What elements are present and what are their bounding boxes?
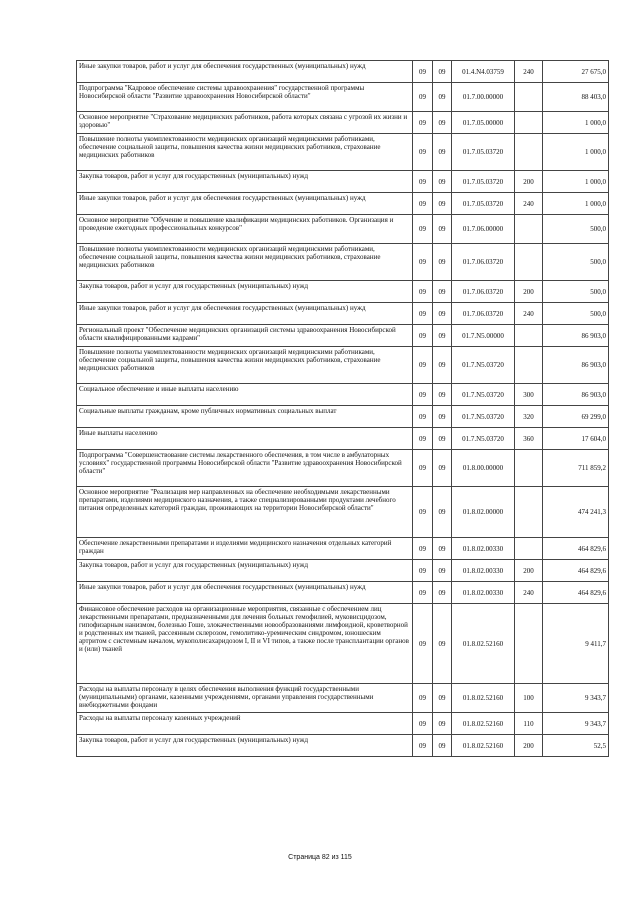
table-row <box>77 604 609 684</box>
row-name: Иные выплаты населению <box>77 428 413 450</box>
row-expense-type: 320 <box>515 406 543 428</box>
row-subsection: 09 <box>433 171 452 193</box>
table-row <box>77 112 609 134</box>
row-section: 09 <box>413 487 433 538</box>
row-subsection: 09 <box>433 560 452 582</box>
row-section: 09 <box>413 347 433 384</box>
row-name: Обеспечение лекарственными препаратами и изделиями медицинского назначения отдельных категорий граждан <box>77 538 413 560</box>
row-name: Региональный проект "Обеспечение медицинских организаций системы здравоохранения Новосибирской области квалифицированными кадрами" <box>77 325 413 347</box>
row-expense-type: 240 <box>515 61 543 83</box>
row-section: 09 <box>413 735 433 757</box>
row-amount: 500,0 <box>543 303 609 325</box>
row-amount: 9 343,7 <box>543 684 609 713</box>
row-section: 09 <box>413 193 433 215</box>
table-row <box>77 406 609 428</box>
row-amount: 27 675,0 <box>543 61 609 83</box>
row-section: 09 <box>413 112 433 134</box>
row-expense-type <box>515 450 543 487</box>
row-expense-type <box>515 112 543 134</box>
row-amount: 500,0 <box>543 215 609 244</box>
row-expense-type: 110 <box>515 713 543 735</box>
row-target-article: 01.8.02.00000 <box>452 487 515 538</box>
row-expense-type <box>515 604 543 684</box>
table-row <box>77 538 609 560</box>
row-subsection: 09 <box>433 303 452 325</box>
table-row <box>77 713 609 735</box>
row-name: Основное мероприятие "Обучение и повышение квалификации медицинских работников. Организация и проведение ежегодных профессиональных конкурсов" <box>77 215 413 244</box>
row-expense-type: 100 <box>515 684 543 713</box>
row-amount: 474 241,3 <box>543 487 609 538</box>
row-name: Расходы на выплаты персоналу в целях обеспечения выполнения функций государственными (муниципальными) органами, казенными учреждениями, органами управления государственными внебюджетными фондами <box>77 684 413 713</box>
row-subsection: 09 <box>433 215 452 244</box>
row-expense-type <box>515 487 543 538</box>
row-target-article: 01.7.05.03720 <box>452 171 515 193</box>
row-subsection: 09 <box>433 193 452 215</box>
row-expense-type: 200 <box>515 281 543 303</box>
row-name: Расходы на выплаты персоналу казенных учреждений <box>77 713 413 735</box>
row-section: 09 <box>413 560 433 582</box>
row-section: 09 <box>413 384 433 406</box>
row-section: 09 <box>413 244 433 281</box>
row-target-article: 01.7.N5.03720 <box>452 428 515 450</box>
row-name: Социальные выплаты гражданам, кроме публичных нормативных социальных выплат <box>77 406 413 428</box>
row-amount: 1 000,0 <box>543 193 609 215</box>
row-target-article: 01.8.02.00330 <box>452 538 515 560</box>
page-footer <box>0 854 640 861</box>
row-target-article: 01.7.N5.03720 <box>452 347 515 384</box>
row-amount: 52,5 <box>543 735 609 757</box>
row-target-article: 01.7.N5.03720 <box>452 406 515 428</box>
row-subsection: 09 <box>433 61 452 83</box>
row-subsection: 09 <box>433 604 452 684</box>
row-expense-type: 300 <box>515 384 543 406</box>
row-name: Закупка товаров, работ и услуг для государственных (муниципальных) нужд <box>77 735 413 757</box>
row-target-article: 01.8.02.00330 <box>452 582 515 604</box>
row-amount: 1 000,0 <box>543 112 609 134</box>
row-target-article: 01.8.02.52160 <box>452 684 515 713</box>
row-target-article: 01.7.05.03720 <box>452 193 515 215</box>
row-name: Подпрограмма "Кадровое обеспечение системы здравоохранения" государственной программы Новосибирской области "Развитие здравоохранения Новосибирской области" <box>77 83 413 112</box>
table-row <box>77 684 609 713</box>
row-section: 09 <box>413 406 433 428</box>
row-expense-type: 240 <box>515 303 543 325</box>
row-section: 09 <box>413 171 433 193</box>
row-amount: 69 299,0 <box>543 406 609 428</box>
row-amount: 500,0 <box>543 281 609 303</box>
row-target-article: 01.8.02.52160 <box>452 604 515 684</box>
row-target-article: 01.8.02.00330 <box>452 560 515 582</box>
row-section: 09 <box>413 281 433 303</box>
row-section: 09 <box>413 61 433 83</box>
row-subsection: 09 <box>433 347 452 384</box>
table-row <box>77 83 609 112</box>
row-name: Иные закупки товаров, работ и услуг для обеспечения государственных (муниципальных) нужд <box>77 582 413 604</box>
row-name: Подпрограмма "Совершенствование системы лекарственного обеспечения, в том числе в амбулаторных условиях" государственной программы Новосибирской области "Развитие здравоохранения Новосибирской области" <box>77 450 413 487</box>
row-section: 09 <box>413 83 433 112</box>
row-expense-type <box>515 325 543 347</box>
table-row <box>77 428 609 450</box>
row-section: 09 <box>413 303 433 325</box>
table-row <box>77 244 609 281</box>
row-name: Социальное обеспечение и иные выплаты населению <box>77 384 413 406</box>
table-row <box>77 347 609 384</box>
row-expense-type <box>515 538 543 560</box>
table-row <box>77 735 609 757</box>
row-target-article: 01.7.00.00000 <box>452 83 515 112</box>
row-target-article: 01.7.06.03720 <box>452 281 515 303</box>
row-expense-type <box>515 244 543 281</box>
table-row <box>77 171 609 193</box>
table-row <box>77 215 609 244</box>
row-expense-type <box>515 83 543 112</box>
row-section: 09 <box>413 604 433 684</box>
row-subsection: 09 <box>433 487 452 538</box>
row-subsection: 09 <box>433 384 452 406</box>
row-target-article: 01.7.06.03720 <box>452 303 515 325</box>
table-row <box>77 384 609 406</box>
row-name: Основное мероприятие "Страхование медицинских работников, работа которых связана с угрозой их жизни и здоровью" <box>77 112 413 134</box>
row-name: Иные закупки товаров, работ и услуг для обеспечения государственных (муниципальных) нужд <box>77 193 413 215</box>
budget-table <box>76 60 609 757</box>
row-name: Повышение полноты укомплектованности медицинских организаций медицинскими работниками, обеспечение социальной защиты, повышения качества жизни медицинских работников, страхование медицинских работников <box>77 244 413 281</box>
row-amount: 464 829,6 <box>543 582 609 604</box>
row-amount: 9 343,7 <box>543 713 609 735</box>
row-subsection: 09 <box>433 684 452 713</box>
row-expense-type: 200 <box>515 560 543 582</box>
table-row <box>77 134 609 171</box>
row-amount: 88 403,0 <box>543 83 609 112</box>
row-subsection: 09 <box>433 538 452 560</box>
row-section: 09 <box>413 582 433 604</box>
table-row <box>77 487 609 538</box>
row-expense-type <box>515 134 543 171</box>
row-subsection: 09 <box>433 244 452 281</box>
row-amount: 711 859,2 <box>543 450 609 487</box>
row-name: Основное мероприятие "Реализация мер направленных на обеспечение необходимыми лекарственными препаратами, изделиями медицинского назначения, а также специализированными продуктами лечебного питания определенных категорий граждан, проживающих на территории Новосибирской области" <box>77 487 413 538</box>
row-subsection: 09 <box>433 713 452 735</box>
table-row <box>77 61 609 83</box>
row-subsection: 09 <box>433 406 452 428</box>
row-target-article: 01.7.06.03720 <box>452 244 515 281</box>
row-section: 09 <box>413 538 433 560</box>
row-section: 09 <box>413 134 433 171</box>
row-expense-type <box>515 215 543 244</box>
row-name: Закупка товаров, работ и услуг для государственных (муниципальных) нужд <box>77 281 413 303</box>
row-target-article: 01.7.N5.00000 <box>452 325 515 347</box>
row-expense-type: 360 <box>515 428 543 450</box>
row-amount: 1 000,0 <box>543 171 609 193</box>
row-name: Закупка товаров, работ и услуг для государственных (муниципальных) нужд <box>77 560 413 582</box>
row-name: Иные закупки товаров, работ и услуг для обеспечения государственных (муниципальных) нужд <box>77 303 413 325</box>
row-subsection: 09 <box>433 134 452 171</box>
row-section: 09 <box>413 325 433 347</box>
row-section: 09 <box>413 713 433 735</box>
row-section: 09 <box>413 450 433 487</box>
row-name: Повышение полноты укомплектованности медицинских организаций медицинскими работниками, обеспечение социальной защиты, повышения качества жизни медицинских работников, страхование медицинских работников <box>77 134 413 171</box>
row-expense-type <box>515 347 543 384</box>
row-subsection: 09 <box>433 112 452 134</box>
row-target-article: 01.8.02.52160 <box>452 735 515 757</box>
row-name: Закупка товаров, работ и услуг для государственных (муниципальных) нужд <box>77 171 413 193</box>
row-amount: 464 829,6 <box>543 538 609 560</box>
table-row <box>77 582 609 604</box>
row-name: Финансовое обеспечение расходов на организационные мероприятия, связанные с обеспечением лиц лекарственными препаратами, предназначенными для лечения больных гемофилией, муковисцидозом, гипофизарным нанизмом, болезнью Гоше, злокачественными новообразованиями лимфоидной, кроветворной и родственных им тканей, рассеянным склерозом, гемолитико-уремическим синдромом, юношеским артритом с системным началом, мукополисахаридозом I, II и VI типов, а также после трансплантации органов и (или) тканей <box>77 604 413 684</box>
table-row <box>77 450 609 487</box>
row-target-article: 01.4.N4.03759 <box>452 61 515 83</box>
row-expense-type: 200 <box>515 171 543 193</box>
row-section: 09 <box>413 684 433 713</box>
page-number: Страница 82 из 115 <box>288 854 352 861</box>
row-amount: 17 604,0 <box>543 428 609 450</box>
row-target-article: 01.7.06.00000 <box>452 215 515 244</box>
row-amount: 1 000,0 <box>543 134 609 171</box>
row-subsection: 09 <box>433 325 452 347</box>
row-subsection: 09 <box>433 582 452 604</box>
row-target-article: 01.8.00.00000 <box>452 450 515 487</box>
table-row <box>77 560 609 582</box>
row-subsection: 09 <box>433 83 452 112</box>
row-amount: 9 411,7 <box>543 604 609 684</box>
table-body <box>77 61 609 757</box>
row-target-article: 01.7.05.00000 <box>452 112 515 134</box>
row-amount: 86 903,0 <box>543 347 609 384</box>
row-amount: 464 829,6 <box>543 560 609 582</box>
row-name: Повышение полноты укомплектованности медицинских организаций медицинскими работниками, обеспечение социальной защиты, повышения качества жизни медицинских работников, страхование медицинских работников <box>77 347 413 384</box>
row-subsection: 09 <box>433 428 452 450</box>
row-target-article: 01.7.05.03720 <box>452 134 515 171</box>
row-subsection: 09 <box>433 735 452 757</box>
row-subsection: 09 <box>433 450 452 487</box>
row-expense-type: 240 <box>515 193 543 215</box>
row-amount: 86 903,0 <box>543 325 609 347</box>
row-expense-type: 200 <box>515 735 543 757</box>
row-amount: 86 903,0 <box>543 384 609 406</box>
row-subsection: 09 <box>433 281 452 303</box>
row-expense-type: 240 <box>515 582 543 604</box>
row-target-article: 01.8.02.52160 <box>452 713 515 735</box>
row-name: Иные закупки товаров, работ и услуг для обеспечения государственных (муниципальных) нужд <box>77 61 413 83</box>
table-row <box>77 281 609 303</box>
table-row <box>77 325 609 347</box>
row-section: 09 <box>413 215 433 244</box>
table-row <box>77 303 609 325</box>
row-amount: 500,0 <box>543 244 609 281</box>
row-target-article: 01.7.N5.03720 <box>452 384 515 406</box>
table-row <box>77 193 609 215</box>
row-section: 09 <box>413 428 433 450</box>
